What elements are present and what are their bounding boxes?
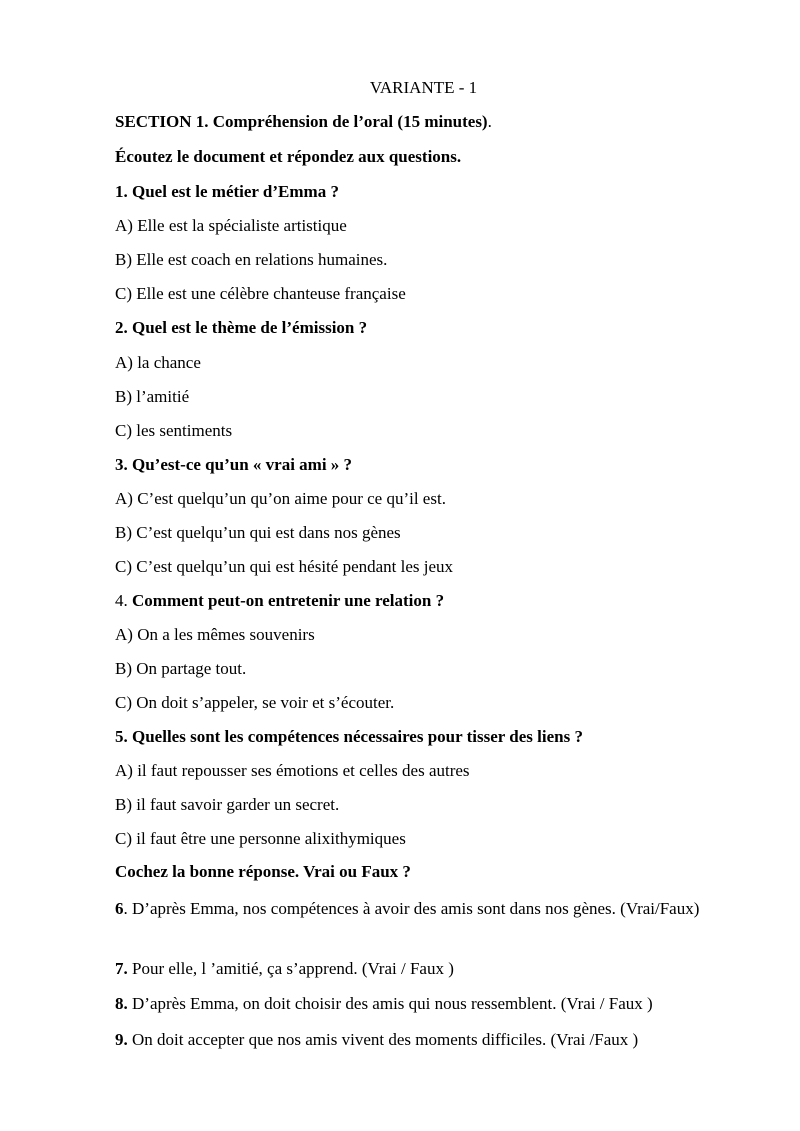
item-text: D’après Emma, on doit choisir des amis qui nous ressemblent. (Vrai / Faux ) (127, 994, 653, 1013)
item-text: On doit accepter que nos amis vivent des moments difficiles. (Vrai /Faux ) (127, 1030, 639, 1049)
question-4-text: Comment peut-on entretenir une relation ? (127, 591, 445, 610)
true-false-item (115, 896, 725, 922)
question-3: 3. Qu’est-ce qu’un « vrai ami » ? (115, 455, 353, 474)
q4-option-a: A) On a les mêmes souvenirs (115, 625, 315, 644)
true-false-heading: Cochez la bonne réponse. Vrai ou Faux ? (115, 862, 411, 881)
true-false-item (115, 1030, 638, 1050)
q3-option-a: A) C’est quelqu’un qu’on aime pour ce qu’il est. (115, 489, 446, 508)
section-trail: . (487, 112, 492, 131)
item-number: 8. (115, 994, 128, 1013)
q4-option-b: B) On partage tout. (115, 659, 247, 678)
question-4 (115, 591, 444, 611)
item-text: . D’après Emma, nos compétences à avoir des amis sont dans nos gènes. (Vrai/Faux) (123, 899, 700, 918)
q2-option-a: A) la chance (115, 353, 201, 372)
q3-option-c: C) C’est quelqu’un qui est hésité pendant les jeux (115, 557, 454, 576)
question-5: 5. Quelles sont les compétences nécessaires pour tisser des liens ? (115, 727, 583, 746)
item-number: 6 (115, 899, 124, 918)
section-label: SECTION 1. Compréhension de l’oral (15 minutes) (115, 112, 488, 131)
true-false-item (115, 994, 653, 1014)
q2-option-c: C) les sentiments (115, 421, 233, 440)
q5-option-a: A) il faut repousser ses émotions et celles des autres (115, 761, 470, 780)
q1-option-c: C) Elle est une célèbre chanteuse française (115, 284, 406, 303)
q1-option-b: B) Elle est coach en relations humaines. (115, 250, 388, 269)
q4-option-c: C) On doit s’appeler, se voir et s’écouter. (115, 693, 395, 712)
true-false-item (115, 959, 454, 979)
q3-option-b: B) C’est quelqu’un qui est dans nos gènes (115, 523, 401, 542)
question-4-number: 4. (115, 591, 128, 610)
section-heading (115, 112, 492, 132)
q5-option-c: C) il faut être une personne alixithymiques (115, 829, 406, 848)
item-number: 9. (115, 1030, 128, 1049)
question-2: 2. Quel est le thème de l’émission ? (115, 318, 368, 337)
q2-option-b: B) l’amitié (115, 387, 190, 406)
instruction: Écoutez le document et répondez aux questions. (115, 147, 462, 166)
q5-option-b: B) il faut savoir garder un secret. (115, 795, 340, 814)
q1-option-a: A) Elle est la spécialiste artistique (115, 216, 347, 235)
page-title: VARIANTE - 1 (369, 78, 478, 97)
item-number: 7. (115, 959, 128, 978)
question-1: 1. Quel est le métier d’Emma ? (115, 182, 339, 201)
item-text: Pour elle, l ’amitié, ça s’apprend. (Vrai / Faux ) (127, 959, 454, 978)
